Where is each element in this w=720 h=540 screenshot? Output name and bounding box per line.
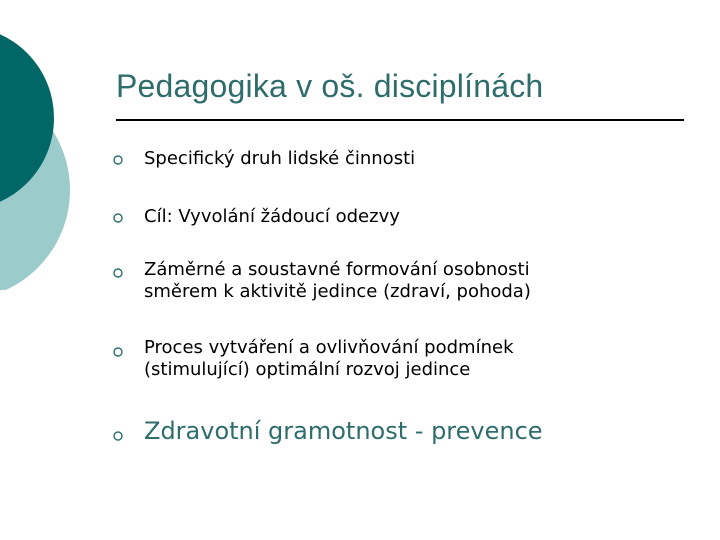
ring-bullet-icon bbox=[112, 346, 124, 358]
bullet-text: Specifický druh lidské činnosti bbox=[144, 148, 416, 169]
ring-bullet-icon bbox=[112, 154, 124, 166]
decorative-circles bbox=[0, 0, 80, 290]
bullet-text: Cíl: Vyvolání žádoucí odezvy bbox=[144, 206, 400, 227]
ring-bullet-icon bbox=[112, 267, 124, 279]
bullet-text: Proces vytváření a ovlivňování podmínek (stimulující) optimální rozvoj jedince bbox=[144, 337, 514, 380]
bullet-text: Zdravotní gramotnost - prevence bbox=[144, 417, 543, 445]
title-underline bbox=[116, 119, 684, 121]
bullet-text: Záměrné a soustavné formování osobnosti směrem k aktivitě jedince (zdraví, pohoda) bbox=[144, 259, 531, 302]
slide-title: Pedagogika v oš. disciplínách bbox=[116, 68, 544, 104]
ring-bullet-icon bbox=[112, 212, 124, 224]
ring-bullet-icon bbox=[112, 430, 124, 442]
